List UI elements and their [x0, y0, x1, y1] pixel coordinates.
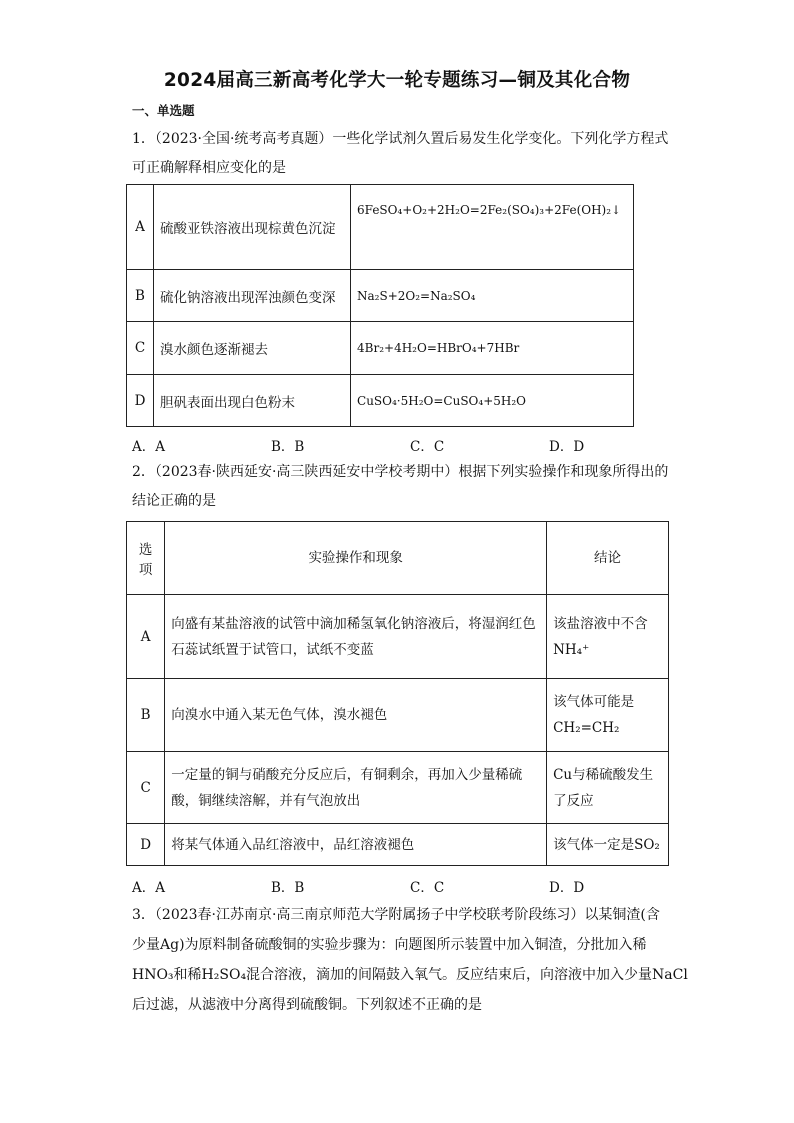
header-operation: 实验操作和现象: [165, 522, 547, 595]
question-3-line-2: 少量Ag)为原料制备硫酸铜的实验步骤为：向题图所示装置中加入铜渣，分批加入稀: [132, 937, 647, 953]
row-operation: 将某气体通入品红溶液中，品红溶液褪色: [165, 824, 547, 866]
row-operation: 一定量的铜与硝酸充分反应后，有铜剩余，再加入少量稀硫酸，铜继续溶解，并有气泡放出: [165, 752, 547, 824]
choice-d[interactable]: D．D: [549, 439, 585, 455]
row-conclusion: 该气体一定是SO₂: [547, 824, 669, 866]
row-description: 硫化钠溶液出现浑浊颜色变深: [153, 270, 350, 322]
row-description: 胆矾表面出现白色粉末: [153, 375, 350, 427]
header-option: 选项: [127, 522, 165, 595]
question-3-line-4: 后过滤，从滤液中分离得到硫酸铜。下列叙述不正确的是: [132, 997, 482, 1013]
row-operation: 向盛有某盐溶液的试管中滴加稀氢氧化钠溶液后，将湿润红色石蕊试纸置于试管口，试纸不变蓝: [165, 595, 547, 679]
row-equation: 4Br₂+4H₂O=HBrO₄+7HBr: [351, 322, 634, 375]
question-3-line-3: HNO₃和稀H₂SO₄混合溶液，滴加的间隔鼓入氧气。反应结束后，向溶液中加入少量NaCl: [132, 967, 688, 983]
row-conclusion: Cu与稀硫酸发生了反应: [547, 752, 669, 824]
table-row: [127, 185, 634, 270]
table-row: [127, 752, 669, 824]
question-2-stem: [132, 458, 669, 516]
row-label: A: [127, 185, 154, 270]
question-2-line-2: 结论正确的是: [132, 493, 216, 509]
question-3-line-1: 3．（2023春·江苏南京·高三南京师范大学附属扬子中学校联考阶段练习）以某铜渣(含: [132, 907, 660, 923]
row-conclusion: 该气体可能是CH₂=CH₂: [547, 679, 669, 752]
row-description: 硫酸亚铁溶液出现棕黄色沉淀: [153, 185, 350, 270]
section-heading: 一、单选题: [132, 103, 195, 118]
choice-c[interactable]: C．C: [410, 439, 445, 455]
table-row: [127, 322, 634, 375]
table-row: [127, 595, 669, 679]
choice-a[interactable]: A．A: [132, 439, 165, 455]
table-header-row: [127, 522, 669, 595]
row-label: B: [127, 679, 165, 752]
table-row: [127, 375, 634, 427]
choice-c[interactable]: C．C: [410, 880, 445, 896]
question-1-stem: [132, 125, 669, 183]
question-3-stem: [132, 900, 688, 1020]
choice-b[interactable]: B．B: [271, 880, 305, 896]
document-title: 2024届高三新高考化学大一轮专题练习—铜及其化合物: [163, 70, 631, 91]
row-equation: CuSO₄·5H₂O=CuSO₄+5H₂O: [351, 375, 634, 427]
row-conclusion: 该盐溶液中不含NH₄⁺: [547, 595, 669, 679]
row-label: C: [127, 752, 165, 824]
row-label: A: [127, 595, 165, 679]
question-2-table: [126, 521, 669, 866]
row-description: 溴水颜色逐渐褪去: [153, 322, 350, 375]
row-label: B: [127, 270, 154, 322]
table-row: [127, 679, 669, 752]
question-2-line-1: 2．（2023春·陕西延安·高三陕西延安中学校考期中）根据下列实验操作和现象所得出的: [132, 464, 669, 480]
choice-a[interactable]: A．A: [132, 880, 165, 896]
row-operation: 向溴水中通入某无色气体，溴水褪色: [165, 679, 547, 752]
row-label: D: [127, 375, 154, 427]
question-1-line-2: 可正确解释相应变化的是: [132, 160, 286, 176]
table-row: [127, 270, 634, 322]
choice-b[interactable]: B．B: [271, 439, 305, 455]
question-1-table: [126, 184, 634, 427]
table-row: [127, 824, 669, 866]
row-label: D: [127, 824, 165, 866]
question-1-line-1: 1．（2023·全国·统考高考真题）一些化学试剂久置后易发生化学变化。下列化学方程式: [132, 131, 669, 147]
row-equation: Na₂S+2O₂=Na₂SO₄: [351, 270, 634, 322]
row-equation: 6FeSO₄+O₂+2H₂O=2Fe₂(SO₄)₃+2Fe(OH)₂↓: [351, 185, 634, 270]
row-label: C: [127, 322, 154, 375]
header-conclusion: 结论: [547, 522, 669, 595]
choice-d[interactable]: D．D: [549, 880, 585, 896]
